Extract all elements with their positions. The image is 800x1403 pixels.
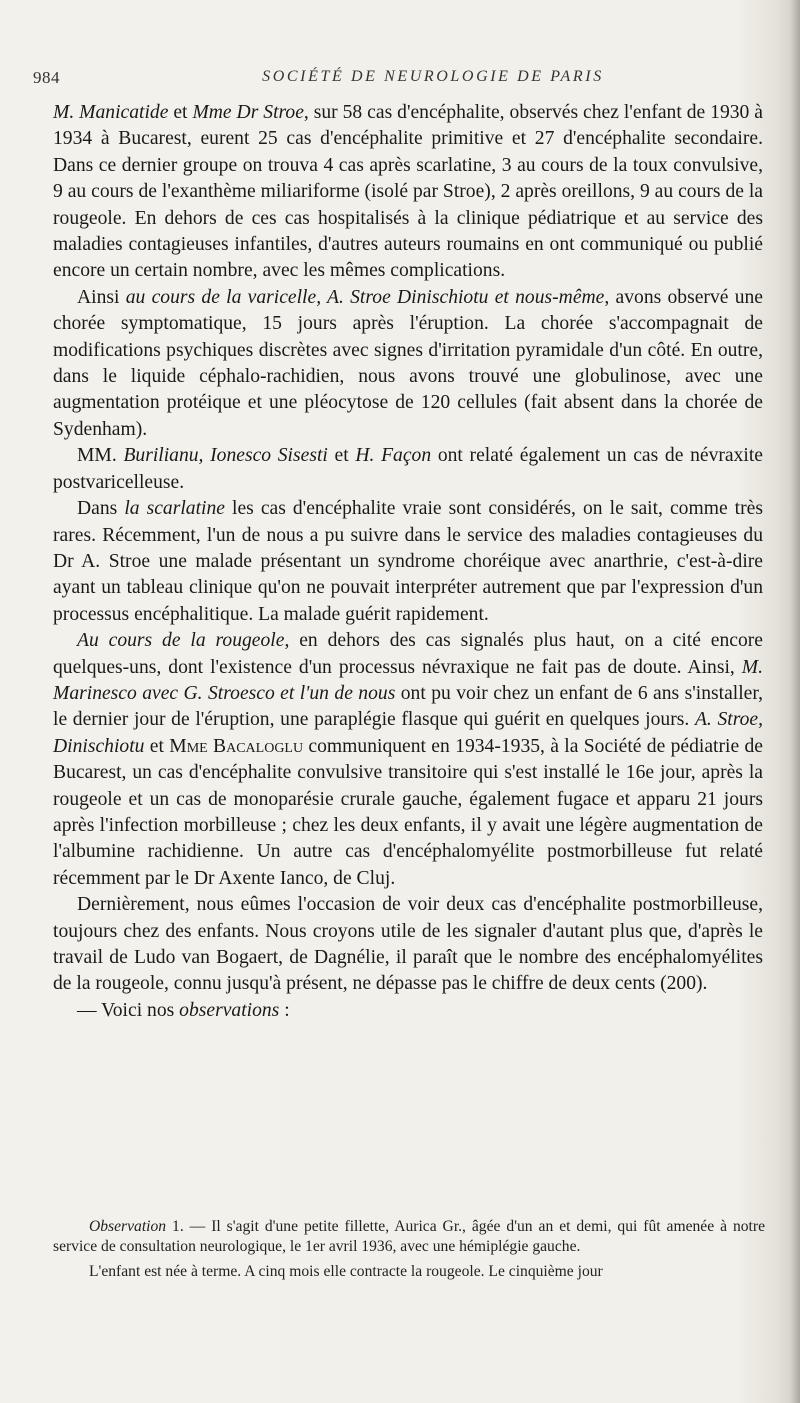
emphasis: au cours de la varicelle, A. Stroe Dinischiotu et nous-même: [125, 286, 605, 308]
text: MM.: [77, 445, 124, 467]
text: Dernièrement, nous eûmes l'occasion de voir deux cas d'encéphalite postmorbilleuse, toujours chez des enfants. Nous croyons utile de les signaler d'autant plus que, d'après le travail de Ludo van Bogaert, de Dagnélie, il paraît que le nombre des encéphalomyélites de la rougeole, connu jusqu'à présent, ne dépasse pas le chiffre de deux cents (200).: [53, 894, 763, 995]
author-ref: M. Manicatide: [53, 102, 169, 123]
text: , sur 58 cas d'encéphalite, observés chez l'enfant de 1930 à 1934 à Bucarest, eurent 25 cas d'encéphalite primitive et 27 d'encéphalite secondaire. Dans ce dernier groupe on trouva 4 cas après scarlatine, 3 au cours de la toux convulsive, 9 au cours de l'exanthème miliariforme (isolé par Stroe), 2 après oreillons, 9 au cours de la rougeole. En dehors de ces cas hospitalisés à la clinique pédiatrique et au service des maladies contagieuses infantiles, d'autres auteurs roumains en ont communiqué ou publié encore un certain nombre, avec les mêmes complications.: [53, 102, 763, 282]
text: et: [144, 735, 170, 757]
text: , avons observé une chorée symptomatique, 15 jours après l'éruption. La chorée s'accompagnait de modifications psychiques discrètes avec signes d'irritation pyramidale d'un côté. En outre, dans le liquide céphalo-rachidien, nous avons trouvé une globulinose, avec une augmentation protéique et une pléocytose de 120 cellules (fait absent dans la chorée de Sydenham).: [53, 286, 764, 440]
body-text: [53, 100, 763, 1024]
text: L'enfant est née à terme. A cinq mois elle contracte la rougeole. Le cinquième jour: [89, 1262, 603, 1280]
emphasis: observations: [179, 999, 280, 1021]
observation-block: [53, 1217, 765, 1282]
author-ref: Mme Dr Stroe: [192, 102, 304, 123]
text: :: [279, 999, 290, 1021]
observation-1-continued: [53, 1262, 765, 1282]
paragraph-3: [53, 443, 763, 496]
text: 1. — Il s'agit d'une petite fillette, Aurica Gr., âgée d'un an et demi, qui fût amenée à notre service de consultation neurologique, le 1er avril 1936, avec une hémiplégie gauche.: [53, 1218, 765, 1256]
text: Ainsi: [77, 286, 126, 308]
paragraph-2: [53, 285, 763, 443]
author-ref: A. Stroe, Dinischiotu: [53, 709, 764, 757]
text: ont relaté également un cas de névraxite postvaricelleuse.: [53, 445, 763, 493]
page-header: [33, 68, 773, 92]
paragraph-5: [53, 628, 763, 892]
observation-label: Observation: [89, 1218, 167, 1235]
text: , en dehors des cas signalés plus haut, on a cité encore quelques-uns, dont l'existence d'un processus névraxique ne fait pas de doute. Ainsi,: [53, 630, 763, 678]
paragraph-6: [53, 892, 763, 998]
paragraph-4: [53, 496, 763, 628]
text: et: [168, 102, 193, 123]
text: ont pu voir chez un enfant de 6 ans s'installer, le dernier jour de l'éruption, une paraplégie flasque qui guérit en quelques jours.: [53, 682, 763, 731]
page-number: 984: [33, 68, 60, 87]
emphasis: la scarlatine: [124, 498, 225, 520]
author-ref: M. Marinesco avec G. Stroesco et l'un de nous: [53, 656, 763, 704]
text: communiquent en 1934-1935, à la Société de pédiatrie de Bucarest, un cas d'encéphalite convulsive transitoire qui s'est installé le 16e jour, après la rougeole et un cas de monoparésie crurale gauche, également fugace et apparu 21 jours après l'infection morbilleuse ; chez les deux enfants, il y avait une légère augmentation de l'albumine rachidienne. Un autre cas d'encéphalomyélite postmorbilleuse fut relaté récemment par le Dr Axente Ianco, de Cluj.: [53, 735, 763, 889]
author-ref: Burilianu, Ionesco Sisesti: [123, 445, 328, 467]
text: et: [327, 445, 356, 467]
author-smallcaps: Mme Bacaloglu: [169, 735, 304, 757]
text: — Voici nos: [77, 999, 180, 1021]
text: les cas d'encéphalite vraie sont considérés, on le sait, comme très rares. Récemment, l'un de nous a pu suivre dans le service des maladies contagieuses du Dr A. Stroe une malade présentant un syndrome choréique avec anarthrie, c'est-à-dire ayant un tableau clinique qu'on ne pouvait interpréter autrement que par l'expression d'un processus encéphalitique. La malade guérit rapidement.: [53, 498, 763, 625]
page-edge-shadow: [790, 0, 800, 1403]
author-ref: H. Façon: [355, 445, 432, 467]
paragraph-1: [53, 100, 763, 285]
observation-1: [53, 1217, 765, 1258]
text: Dans: [77, 498, 125, 520]
running-title: SOCIÉTÉ DE NEUROLOGIE DE PARIS: [262, 68, 604, 85]
paragraph-7: [53, 998, 763, 1024]
emphasis: Au cours de la rougeole: [77, 630, 285, 652]
